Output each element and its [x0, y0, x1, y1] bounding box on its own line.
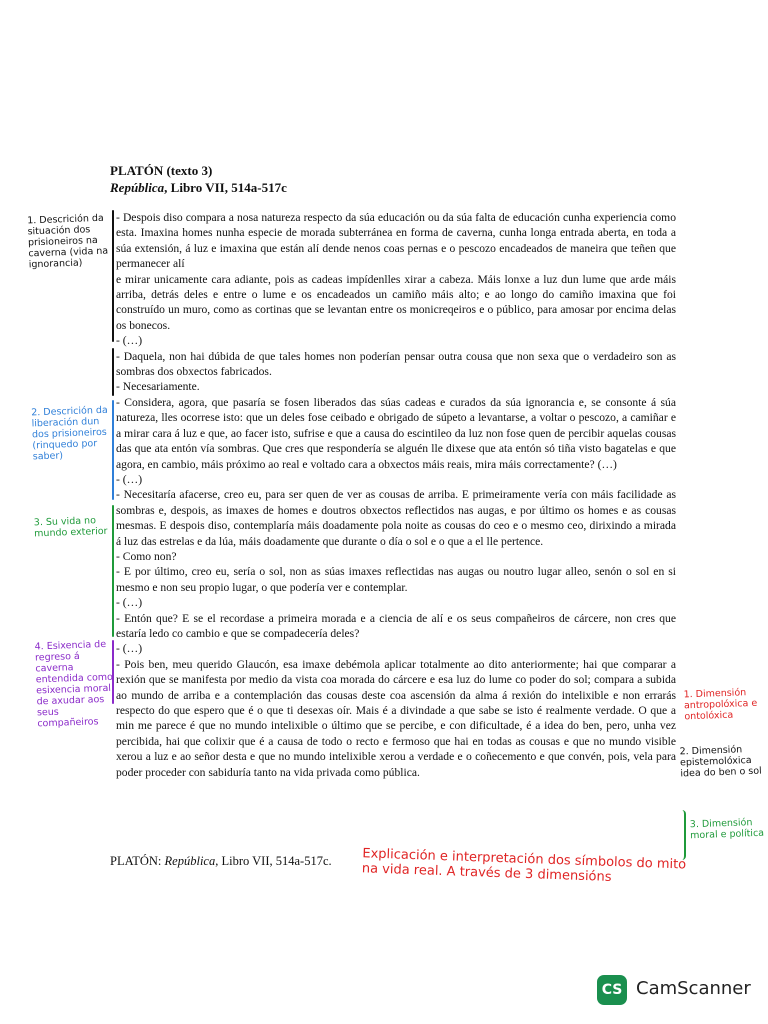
bracket-dimension-3 — [676, 810, 686, 860]
paragraph: - Daquela, non hai dúbida de que tales homes non poderían pensar outra cousa que non sexa que o verdadeiro son as sombras dos obxectos fabricados. — [116, 349, 676, 379]
annotation-left-2: 2. Descrición da liberación dun dos prisioneiros (rinquedo por saber) — [31, 404, 108, 463]
paragraph: - (…) — [116, 596, 143, 610]
annotation-right-1: 1. Dimensión antropolóxica e ontolóxica — [683, 687, 758, 723]
bracket-section-1 — [112, 210, 114, 342]
annotation-left-4: 4. Esixencia de regreso á caverna entendida como esixencia moral de axudar aos seus compañeiros — [34, 638, 114, 730]
paragraph: e mirar unicamente cara adiante, pois as cadeas impídenlles xirar a cabeza. Máis lonxe a luz dun lume que arde máis arriba, detrás deles e entre o lume e os encadeados un camiño máis alto; e ao longo do camiño imaxina que foi construído un muro, como as cortinas que se levantan entre os monicreqeiros e o público, para amosar por encima delas os bonecos. — [116, 272, 676, 332]
document-footer — [110, 853, 332, 869]
footer-work: República — [164, 854, 216, 868]
footer-author: PLATÓN: — [110, 854, 165, 868]
paragraph: - E por último, creo eu, sería o sol, non as súas imaxes reflectidas nas augas ou noutro lugar alleo, senón o sol en si mesmo e non seu propio lugar, o que podería ver e contemplar. — [116, 565, 676, 594]
paragraph: - Como non? — [116, 549, 177, 563]
paragraph: - (…) — [116, 334, 143, 348]
annotation-right-2: 2. Dimensión epistemolóxica idea do ben o sol — [679, 744, 762, 780]
paragraph: - Despois diso compara a nosa natureza respecto da súa educación ou da súa falta de educación cunha experiencia como esta. Imaxina homes nunha especie de morada subterránea en forma de caverna, cunha longa entrada aberta, en toda a súa extensión, á luz e imaxina que están alí dende nenos coas pernas e o pescozo encadeados de maneira que teñen que permanecer alí — [116, 211, 676, 271]
subtitle-reference: , Libro VII, 514a-517c — [164, 180, 287, 195]
paragraph: - Necesariamente. — [116, 380, 200, 394]
document-subtitle — [110, 179, 287, 196]
paragraph: - Considera, agora, que pasaría se fosen liberados das súas cadeas e curados da súa ignorancia e, se consonte á súa natureza, lles ocorrese isto: que un deles fose ceibado e obrigado de súpeto a levantarse, a voltar o pescozo, a camiñar e a mirar cara á luz e que, ao facer isto, sufrise e que a causa do escintileo da luz non fose quen de percibir aquelas cousas das que ata entón vía sombras. Que cres que respondería se alguén lle dixese que ata entón só tiña visto bagatelas e que agora, en cambio, máis próximo ao real e voltado cara a obxectos máis reais, mira máis correctamente? (…) — [116, 395, 676, 471]
footer-reference: , Libro VII, 514a-517c. — [215, 854, 332, 868]
paragraph: - Necesitaría afacerse, creo eu, para ser quen de ver as cousas de arriba. E primeiramente vería con máis facilidade as sombras e, despois, as imaxes de homes e doutros obxectos reflectidos nas augas, e por último os homes e as cousas mesmas. E despois diso, contemplaría máis doadamente pola noite as cousas do ceo e o mesmo ceo, dirixindo a mirada á luz das estrelas e da lúa, máis doadamente que durante o día o sol e o que a el lle pertence. — [116, 488, 676, 548]
annotation-right-3: 3. Dimensión moral e política — [689, 817, 765, 842]
annotation-left-1: 1. Descrición da situación dos prisioneiros na caverna (vida na ignorancia) — [27, 212, 109, 271]
annotation-bottom: Explicación e interpretación dos símbolos do mito na vida real. A través de 3 dimensións — [361, 846, 687, 885]
paragraph: - (…) — [116, 642, 143, 656]
camscanner-logo-icon: CS — [597, 975, 627, 1005]
camscanner-brand: CamScanner — [636, 978, 751, 999]
subtitle-work: República — [110, 180, 165, 195]
bracket-section-1b — [112, 348, 114, 396]
document-title: PLATÓN (texto 3) — [110, 163, 213, 178]
annotation-left-3: 3. Su vida no mundo exterior — [33, 515, 108, 540]
paragraph: - Entón que? E se el recordase a primeira morada e a ciencia de alí e os seus compañeiros de cárcere, non cres que estaría ledo co cambio e que se compadecería deles? — [116, 611, 676, 640]
text-body — [116, 210, 676, 780]
paragraph: - (…) — [116, 472, 143, 486]
paragraph: - Pois ben, meu querido Glaucón, esa imaxe debémola aplicar totalmente ao dito anteriormente; hai que comparar a rexión que se manifesta por medio da vista coa morada do cárcere e esa luz do lume co poder do sol; compara a subida ao mundo de arriba e a contemplación das cousas deste coa ascensión da alma á rexión do intelixible e non errarás respecto do que espero que é o que ti desexas oír. Mais é a divindade a que sabe se isto é realmente verdade. O que a min me parece é que no mundo intelixible o último que se percibe, e con dificultade, é a idea do ben, pero, unha vez percibida, hai que colixir que é a causa de todo o recto e fermoso que hai en todas as cousas e que no mundo visible xerou a luz e ao señor desta e que no mundo intelixible xerou a verdade e o coñecemento e que convén, pois, vela para poder proceder con sabiduría tanto na vida privada como pública. — [116, 657, 676, 779]
